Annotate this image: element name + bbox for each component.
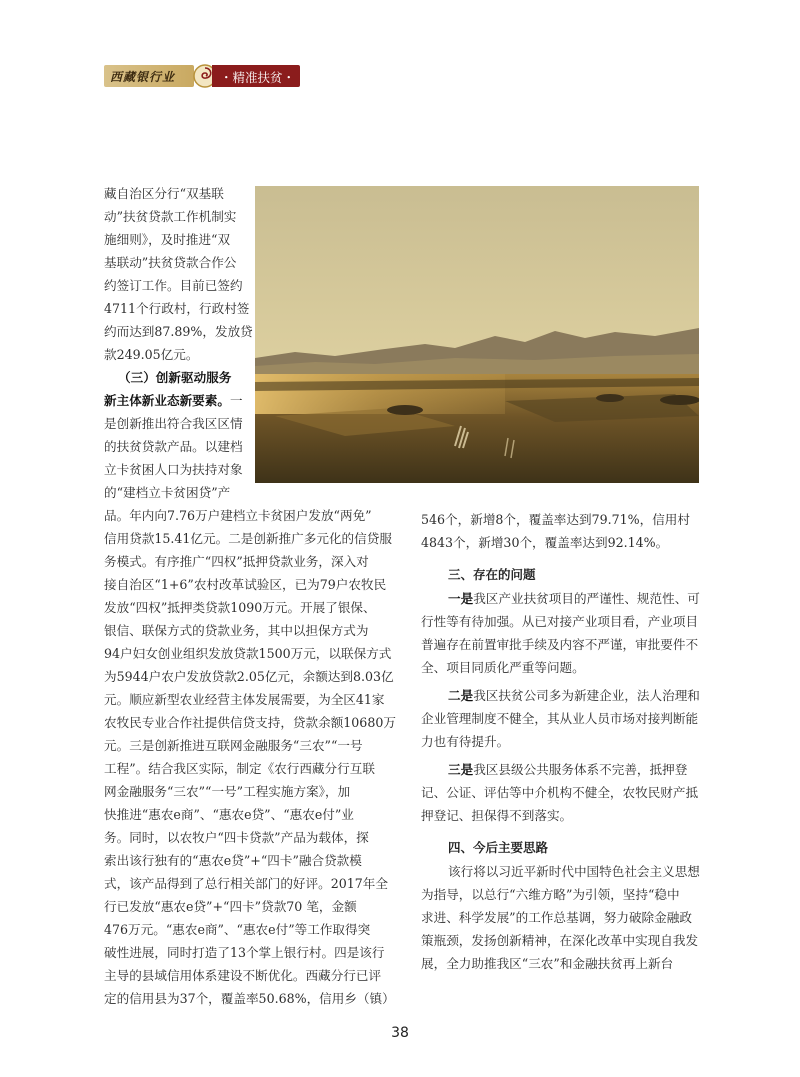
body-line: 元。顺应新型农业经营主体发展需要，为全区41家: [104, 692, 385, 707]
body-line: 接自治区“1+6”农村改革试验区，已为79户农牧民: [104, 577, 387, 592]
body-line: 记、公证、评估等中介机构不健全，农牧民财产抵: [421, 785, 699, 800]
paragraph-first-line: [448, 591, 700, 607]
body-line: 信用贷款15.41亿元。二是创新推广多元化的信贷服: [104, 531, 392, 546]
body-line: 企业管理制度不健全，其从业人员市场对接判断能: [421, 711, 699, 726]
header-org-name: 西藏银行业: [110, 70, 176, 84]
body-line: 为指导，以总行“六维方略”为引领，坚持“稳中: [421, 887, 680, 902]
body-line: 款249.05亿元。: [104, 347, 199, 362]
page-header: [104, 63, 300, 89]
body-text: 我区县级公共服务体系不完善，抵押登: [473, 762, 688, 777]
body-text: 我区扶贫公司多为新建企业，法人治理和: [473, 688, 700, 703]
subsection-title-cont: 新主体新业态新要素。: [104, 393, 230, 408]
page-number: 38: [391, 1025, 409, 1041]
body-line: 力也有待提升。: [421, 734, 510, 749]
body-line: 约而达到87.89%，发放贷: [104, 324, 253, 339]
body-line: 4711个行政村，行政村签: [104, 301, 250, 316]
body-line: 是创新推出符合我区区情: [104, 416, 243, 431]
body-line: 策瓶颈，发扬创新精神，在深化改革中实现自我发: [421, 933, 699, 948]
body-line: 约签订工作。目前已签约: [104, 278, 243, 293]
landscape-photo: [255, 186, 699, 483]
paragraph-first-line: [448, 688, 700, 704]
body-line: 索出该行独有的“惠农e贷”+“四卡”融合贷款模: [104, 853, 362, 868]
body-line: 全、项目同质化严重等问题。: [421, 660, 585, 675]
body-line: 的扶贫贷款产品。以建档: [104, 439, 243, 454]
body-line: 式，该产品得到了总行相关部门的好评。2017年全: [104, 876, 388, 891]
body-line: 动”扶贫贷款工作机制实: [104, 209, 237, 224]
body-line: 行已发放“惠农e贷”+“四卡”贷款70 笔，金额: [104, 899, 357, 914]
body-line: 发放“四权”抵押类贷款1090万元。开展了银保、: [104, 600, 376, 615]
section-heading: 四、今后主要思路: [448, 840, 549, 855]
subsection-title-line1: [118, 370, 231, 386]
body-line: 476万元。“惠农e商”、“惠农e付”等工作取得突: [104, 922, 371, 937]
body-line: 网金融服务“三农”“一号”工程实施方案》，加: [104, 784, 351, 799]
body-line: 农牧民专业合作社提供信贷支持，贷款余额10680万: [104, 715, 396, 730]
body-line: 求进、科学发展”的工作总基调，努力破除金融政: [421, 910, 692, 925]
body-line: 546个，新增8个，覆盖率达到79.71%，信用村: [421, 512, 690, 527]
body-line: 快推进“惠农e商”、“惠农e贷”、“惠农e付”业: [104, 807, 354, 822]
header-org-plate: [104, 65, 194, 87]
body-line: 施细则》，及时推进“双: [104, 232, 231, 247]
paragraph-lead: 二是: [448, 688, 474, 703]
body-text: 我区产业扶贫项目的严谨性、规范性、可: [473, 591, 700, 606]
body-line: 务模式。有序推广“四权”抵押贷款业务，深入对: [104, 554, 369, 569]
body-line: 藏自治区分行“双基联: [104, 186, 224, 201]
subsection-title: （三）创新驱动服务: [118, 370, 232, 385]
body-line: 立卡贫困人口为扶持对象: [104, 462, 243, 477]
body-line: 的“建档立卡贫困贷”产: [104, 485, 231, 500]
body-line: 为5944户农户发放贷款2.05亿元，余额达到8.03亿: [104, 669, 394, 684]
body-line: 破性进展，同时打造了13个掌上银行村。四是该行: [104, 945, 385, 960]
subsection-title-line2: [104, 393, 243, 409]
body-line: 品。年内向7.76万户建档立卡贫困户发放“两免”: [104, 508, 372, 523]
body-line: 元。三是创新推进互联网金融服务“三农”“一号: [104, 738, 363, 753]
body-line: 主导的县域信用体系建设不断优化。西藏分行已评: [104, 968, 382, 983]
body-line: 4843个，新增30个，覆盖率达到92.14%。: [421, 535, 669, 550]
body-line: 行性等有待加强。从已对接产业项目看，产业项目: [421, 614, 699, 629]
body-line: 基联动”扶贫贷款合作公: [104, 255, 237, 270]
body-line: 定的信用县为37个，覆盖率50.68%，信用乡（镇）: [104, 991, 395, 1006]
header-section-plate: [212, 65, 300, 87]
body-line: 展，全力助推我区“三农”和金融扶贫再上新台: [421, 956, 674, 971]
body-line: 务。同时，以农牧户“四卡贷款”产品为载体，探: [104, 830, 369, 845]
body-line: 该行将以习近平新时代中国特色社会主义思想: [448, 864, 700, 879]
paragraph-first-line: [448, 762, 687, 778]
body-line: 押登记、担保得不到落实。: [421, 808, 573, 823]
body-text: 一: [229, 393, 243, 408]
paragraph-lead: 一是: [448, 591, 474, 606]
section-heading: 三、存在的问题: [448, 567, 536, 582]
paragraph-lead: 三是: [448, 762, 474, 777]
body-line: 94户妇女创业组织发放贷款1500万元，以联保方式: [104, 646, 392, 661]
header-section-title: ・精准扶贫・: [220, 70, 296, 85]
body-line: 普遍存在前置审批手续及内容不严谨，审批要件不: [421, 637, 699, 652]
body-line: 工程”。结合我区实际，制定《农行西藏分行互联: [104, 761, 375, 776]
body-line: 银信、联保方式的贷款业务，其中以担保方式为: [104, 623, 369, 638]
